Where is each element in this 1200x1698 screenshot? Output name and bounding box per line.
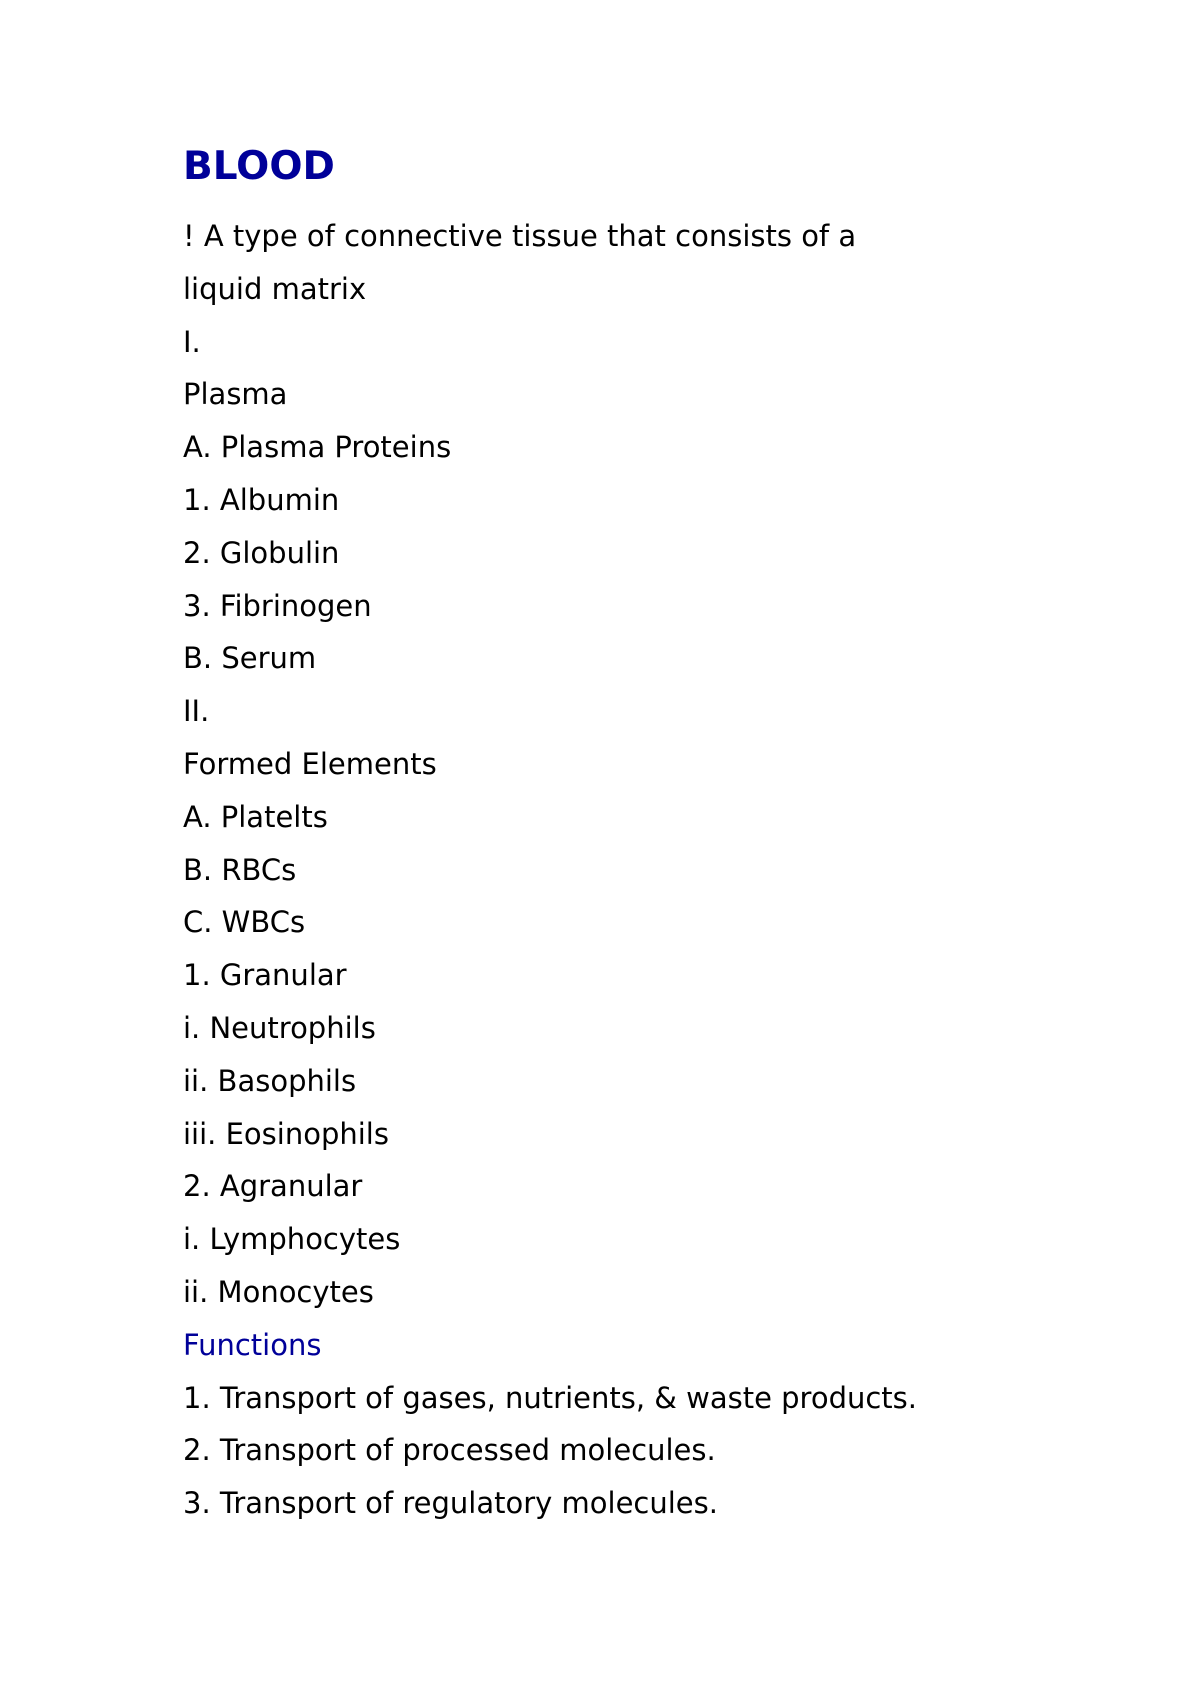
document-line: 3. Transport of regulatory molecules. bbox=[183, 1486, 718, 1521]
document-line: I. bbox=[183, 324, 201, 359]
document-body bbox=[183, 210, 917, 1530]
document-line: 1. Granular bbox=[183, 958, 347, 993]
document-line: 2. Globulin bbox=[183, 535, 340, 570]
document-line: i. Neutrophils bbox=[183, 1010, 376, 1045]
document-line: i. Lymphocytes bbox=[183, 1222, 401, 1257]
document-line: 1. Transport of gases, nutrients, & waste products. bbox=[183, 1380, 918, 1415]
document-title: BLOOD bbox=[183, 144, 335, 189]
document-line: ii. Monocytes bbox=[183, 1274, 374, 1309]
document-line: 1. Albumin bbox=[183, 482, 340, 517]
document-line: A. Plasma Proteins bbox=[183, 430, 452, 465]
section-heading: Functions bbox=[183, 1327, 322, 1362]
document-line: liquid matrix bbox=[183, 271, 367, 306]
document-line: C. WBCs bbox=[183, 905, 306, 940]
document-line: Formed Elements bbox=[183, 746, 437, 781]
document-line: ! A type of connective tissue that consists of a bbox=[183, 219, 857, 253]
document-line: ii. Basophils bbox=[183, 1063, 357, 1098]
document-line: 2. Agranular bbox=[183, 1169, 363, 1204]
document-line: B. Serum bbox=[183, 641, 317, 676]
document-line: 2. Transport of processed molecules. bbox=[183, 1433, 716, 1468]
document-line: Plasma bbox=[183, 377, 288, 412]
document-line: II. bbox=[183, 694, 210, 729]
document-line: A. Platelts bbox=[183, 799, 328, 834]
document-line: iii. Eosinophils bbox=[183, 1116, 389, 1151]
document-line: 3. Fibrinogen bbox=[183, 588, 372, 623]
document-line: B. RBCs bbox=[183, 852, 297, 887]
